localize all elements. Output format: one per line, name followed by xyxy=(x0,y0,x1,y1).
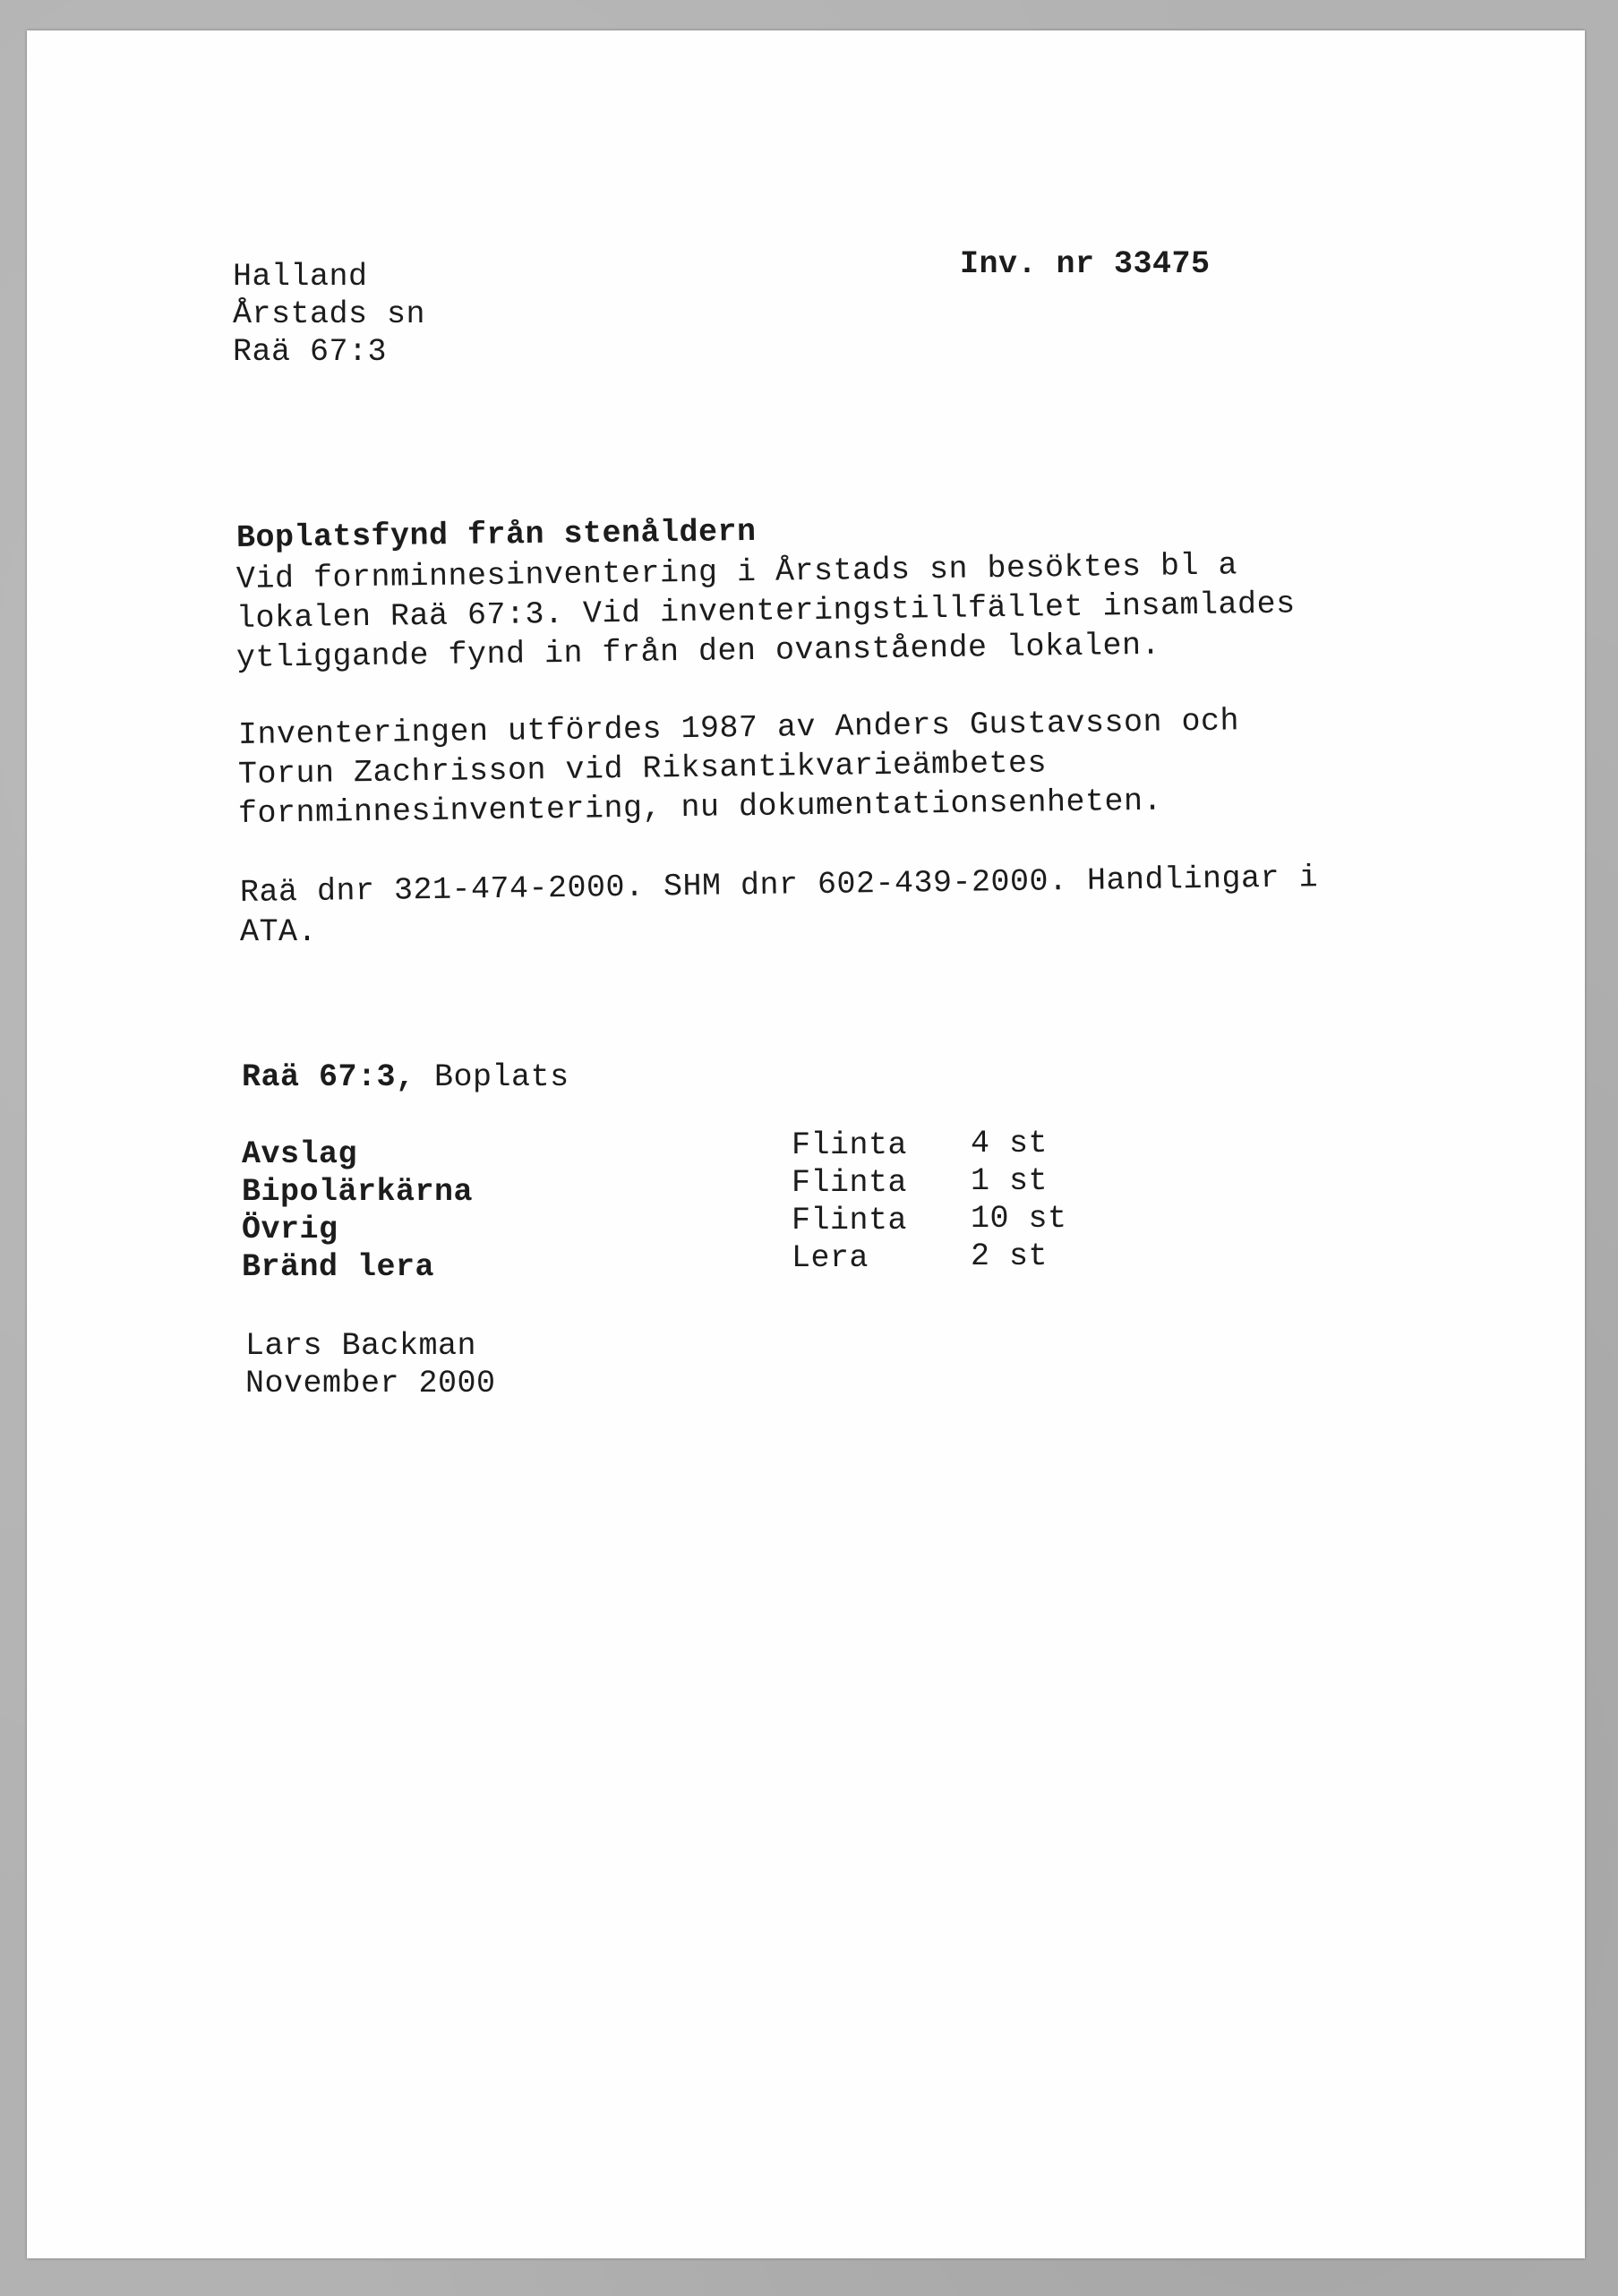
paragraph-2-line-1: Inventeringen utfördes 1987 av Anders Gustavsson och xyxy=(237,703,1240,753)
find-material: Flinta xyxy=(792,1165,908,1201)
section-title: Boplatsfynd från stenåldern xyxy=(235,513,757,556)
find-name: Övrig xyxy=(242,1212,338,1247)
paragraph-1-line-2: lokalen Raä 67:3. Vid inventeringstillfället insamlades xyxy=(235,586,1296,637)
location-parish: Årstads sn xyxy=(233,296,426,332)
paragraph-3-line-1: Raä dnr 321-474-2000. SHM dnr 602-439-2000. Handlingar i xyxy=(239,860,1319,911)
document-date: November 2000 xyxy=(245,1366,496,1401)
paragraph-2-line-2: Torun Zachrisson vid Riksantikvarieämbetes xyxy=(237,745,1048,792)
find-count: 4 st xyxy=(971,1126,1049,1161)
find-count: 10 st xyxy=(971,1201,1067,1237)
location-raa-number: Raä 67:3 xyxy=(233,334,388,370)
location-county: Halland xyxy=(233,259,368,295)
site-type: Boplats xyxy=(434,1059,569,1095)
find-name: Avslag xyxy=(242,1136,358,1172)
find-material: Flinta xyxy=(792,1203,908,1238)
find-name: Bränd lera xyxy=(242,1249,435,1285)
author-name: Lars Backman xyxy=(245,1328,477,1364)
find-count: 2 st xyxy=(971,1238,1049,1274)
find-name: Bipolärkärna xyxy=(242,1174,474,1210)
inventory-number: Inv. nr 33475 xyxy=(960,246,1211,282)
find-material: Flinta xyxy=(792,1127,908,1163)
find-count: 1 st xyxy=(971,1163,1049,1199)
paragraph-3-line-2: ATA. xyxy=(240,914,318,950)
finds-heading xyxy=(242,1059,569,1095)
find-material: Lera xyxy=(792,1240,869,1276)
site-id: Raä 67:3, xyxy=(242,1059,415,1095)
paragraph-1-line-1: Vid fornminnesinventering i Årstads sn besöktes bl a xyxy=(235,547,1238,597)
paragraph-1-line-3: ytliggande fynd in från den ovanstående lokalen. xyxy=(235,627,1161,676)
document-page xyxy=(27,30,1585,2258)
paragraph-2-line-3: fornminnesinventering, nu dokumentationsenheten. xyxy=(237,783,1163,832)
